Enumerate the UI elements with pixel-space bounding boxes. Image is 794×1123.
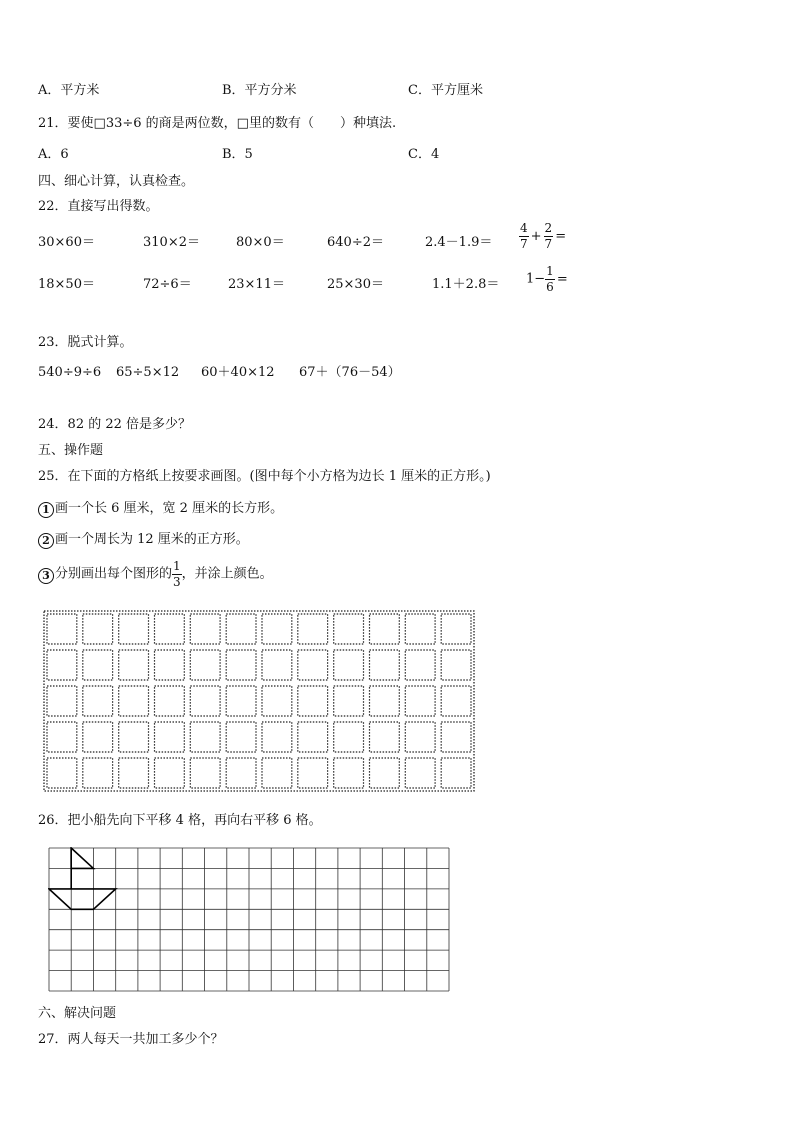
q22-r2-fraction-diff [526, 265, 568, 293]
grid-cell [226, 614, 256, 644]
grid-outer-border [44, 611, 474, 791]
q23-item-2: 65÷5×12 [116, 365, 180, 380]
q20-option-a: A．平方米 [38, 83, 100, 98]
grid-cell [298, 686, 328, 716]
grid-cell [334, 758, 364, 788]
grid-cell [298, 650, 328, 680]
fraction-one-sixth: $\frac{1}{6}$ [546, 264, 554, 294]
q22-r2-c5: 1.1＋2.8＝ [432, 277, 500, 292]
grid-cell [119, 686, 149, 716]
q25-step-2 [38, 533, 249, 549]
grid-cell [405, 722, 435, 752]
grid-cell [334, 686, 364, 716]
grid-cell [262, 758, 292, 788]
grid-cell [298, 722, 328, 752]
grid-cell [119, 614, 149, 644]
grid-cell [370, 722, 400, 752]
grid-cell [370, 758, 400, 788]
grid-cell [119, 758, 149, 788]
q26-grid-svg[interactable] [48, 847, 452, 993]
q22-r1-c4: 640÷2＝ [327, 235, 384, 250]
boat-hull [49, 889, 116, 909]
circled-number-1: 1 [38, 502, 54, 518]
grid-cell [190, 650, 220, 680]
grid-cell [83, 758, 113, 788]
one-minus: 1− [526, 271, 546, 287]
q25-step-3-pre: 分别画出每个图形的 [55, 566, 173, 582]
grid-cell [405, 614, 435, 644]
grid-cell [441, 650, 471, 680]
q25-step-1-text: 画一个长 6 厘米，宽 2 厘米的长方形。 [55, 501, 284, 516]
boat-sail [71, 848, 93, 868]
grid-cell [441, 758, 471, 788]
grid-cell [334, 722, 364, 752]
section-4-heading: 四、细心计算，认真检查。 [38, 174, 195, 189]
q21-text: 要使□33÷6 的商是两位数，□里的数有（ ）种填法. [67, 116, 397, 131]
grid-cell [119, 650, 149, 680]
q22-r1-c5: 2.4－1.9＝ [425, 235, 493, 250]
grid-cell [226, 686, 256, 716]
q25-step-3 [38, 560, 273, 588]
grid-cell [370, 614, 400, 644]
grid-cell [47, 686, 77, 716]
q26-title: 26．把小船先向下平移 4 格，再向右平移 6 格。 [38, 813, 322, 828]
grid-cell [226, 650, 256, 680]
q27-question: 27．两人每天一共加工多少个？ [38, 1032, 224, 1047]
grid-cell [190, 722, 220, 752]
grid-cell [334, 650, 364, 680]
q21-number: 21． [38, 116, 68, 131]
grid-cell [155, 758, 185, 788]
q22-r1-c3: 80×0＝ [236, 235, 285, 250]
circled-number-2: 2 [38, 533, 54, 549]
grid-cell [155, 650, 185, 680]
q22-r2-c3: 23×11＝ [228, 277, 285, 292]
grid-cell [262, 650, 292, 680]
grid-cell [334, 614, 364, 644]
q25-title: 25．在下面的方格纸上按要求画图。(图中每个小方格为边长 1 厘米的正方形。) [38, 469, 491, 484]
grid-cell [262, 614, 292, 644]
q21-option-b: B．5 [222, 147, 253, 162]
grid-cell [47, 650, 77, 680]
grid-cell [83, 722, 113, 752]
grid-cell [262, 686, 292, 716]
q22-r1-c2: 310×2＝ [143, 235, 200, 250]
grid-cell [155, 722, 185, 752]
q22-title: 22．直接写出得数。 [38, 199, 159, 214]
q22-r2-c2: 72÷6＝ [143, 277, 192, 292]
grid-cell [119, 722, 149, 752]
q22-r2-c1: 18×50＝ [38, 277, 95, 292]
grid-cell [441, 614, 471, 644]
q21-question [38, 117, 396, 130]
grid-cell [190, 614, 220, 644]
grid-cell [83, 686, 113, 716]
grid-cell [190, 686, 220, 716]
grid-cell [441, 722, 471, 752]
equals-sign: = [555, 228, 567, 244]
q23-item-3: 60＋40×12 [201, 365, 275, 380]
grid-cell [47, 722, 77, 752]
q25-step-2-text: 画一个周长为 12 厘米的正方形。 [55, 532, 249, 547]
q20-option-c: C．平方厘米 [408, 83, 483, 98]
q25-dotted-grid[interactable] [43, 610, 475, 792]
grid-cell [226, 758, 256, 788]
grid-cell [155, 614, 185, 644]
q20-option-b: B．平方分米 [222, 83, 297, 98]
q25-grid-svg[interactable] [43, 610, 475, 792]
grid-cell [155, 686, 185, 716]
q25-step-3-post: ，并涂上颜色。 [181, 566, 273, 582]
section-5-heading: 五、操作题 [38, 443, 104, 458]
q23-item-4: 67＋（76－54） [299, 365, 401, 380]
q26-boat-grid[interactable] [48, 847, 452, 993]
q23-title: 23．脱式计算。 [38, 335, 133, 350]
q23-item-1: 540÷9÷6 [38, 365, 102, 380]
grid-cell [370, 650, 400, 680]
grid-cell [370, 686, 400, 716]
fraction-four-sevenths: $\frac{4}{7}$ [520, 221, 528, 251]
equals-sign: = [556, 271, 568, 287]
q22-r1-c1: 30×60＝ [38, 235, 95, 250]
section-6-heading: 六、解决问题 [38, 1006, 117, 1021]
q22-r1-fraction-sum [519, 222, 566, 250]
fraction-one-third: $\frac{1}{3}$ [173, 559, 181, 589]
grid-cell [298, 758, 328, 788]
grid-cell [405, 686, 435, 716]
q21-option-c: C．4 [408, 147, 440, 162]
grid-cell [441, 686, 471, 716]
grid-cell [83, 650, 113, 680]
q21-option-a: A．6 [38, 147, 69, 162]
q22-r2-c4: 25×30＝ [327, 277, 384, 292]
fraction-two-sevenths: $\frac{2}{7}$ [544, 221, 553, 251]
grid-cell [405, 650, 435, 680]
grid-cell [298, 614, 328, 644]
grid-cell [405, 758, 435, 788]
grid-cell [190, 758, 220, 788]
plus-sign: + [530, 228, 542, 244]
circled-number-3: 3 [38, 568, 54, 584]
q25-step-1 [38, 502, 283, 518]
grid-cell [83, 614, 113, 644]
grid-cell [262, 722, 292, 752]
grid-cell [47, 758, 77, 788]
q24-question: 24．82 的 22 倍是多少？ [38, 417, 192, 432]
grid-cell [226, 722, 256, 752]
grid-cell [47, 614, 77, 644]
